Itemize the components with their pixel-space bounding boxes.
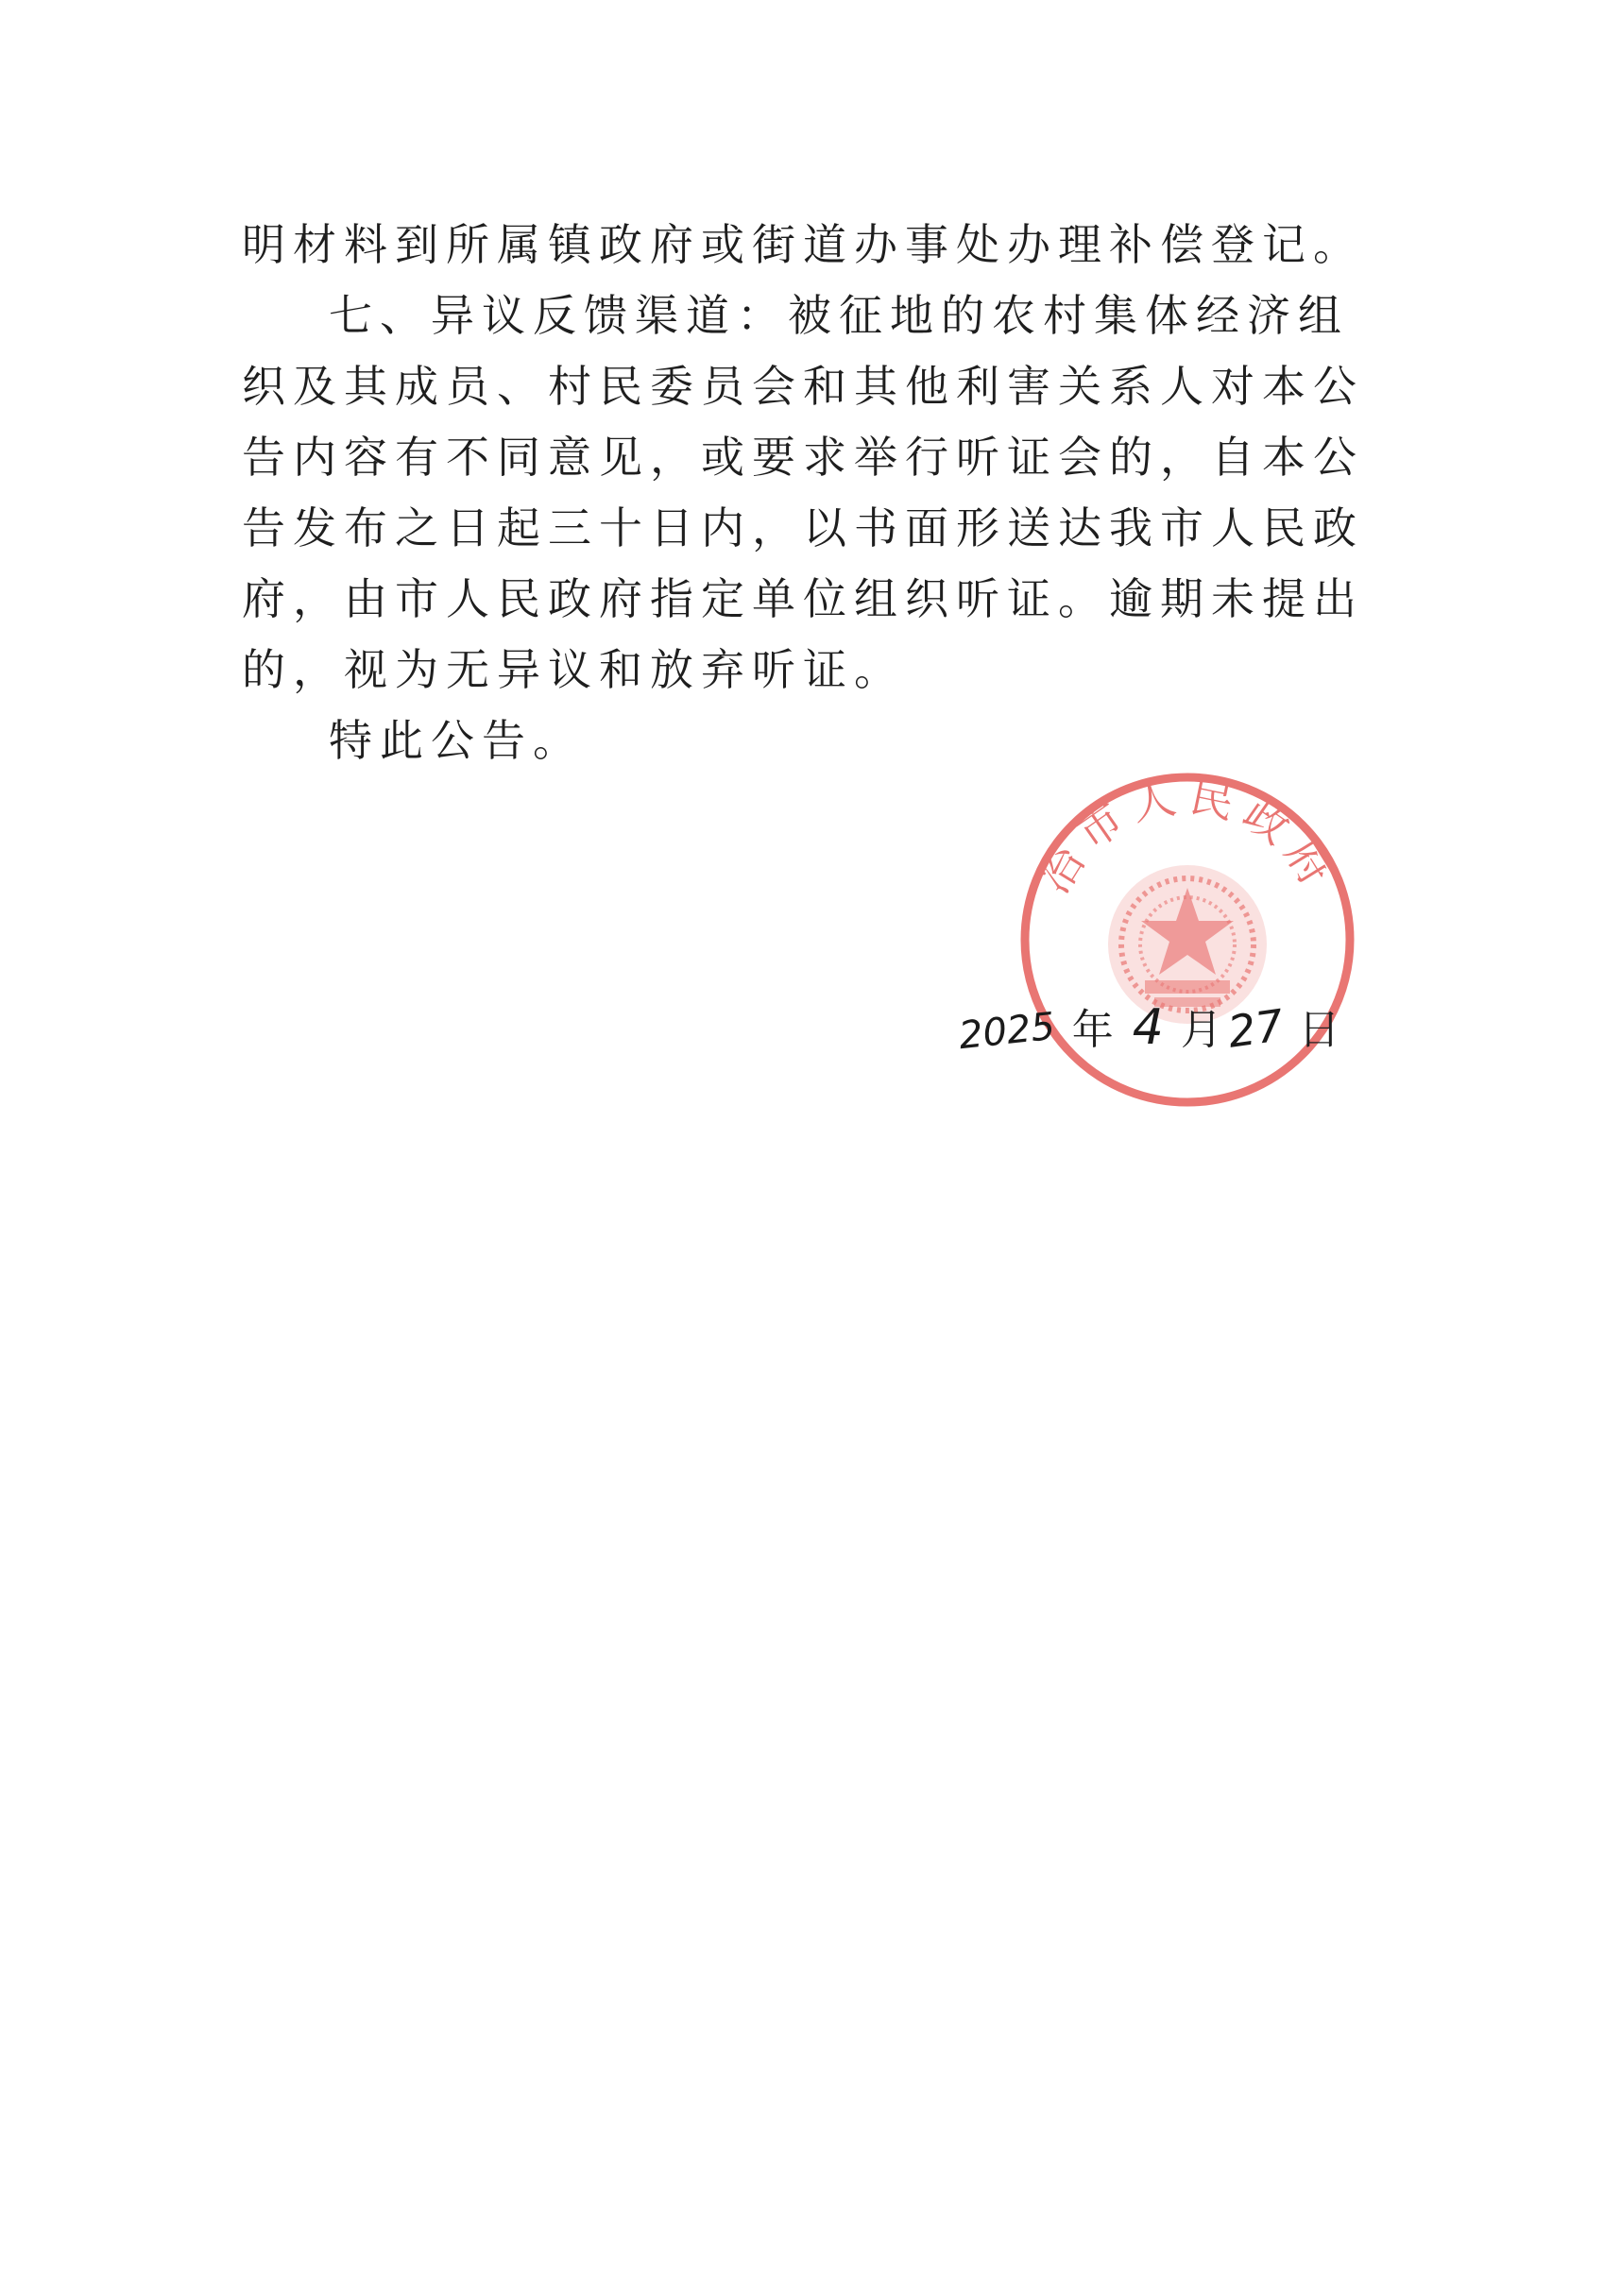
seal-text: 冶市人民政府 [1028, 770, 1347, 902]
notice-body [242, 210, 1375, 776]
paragraph-registration-end: 明材料到所属镇政府或街道办事处办理补偿登记。 [242, 219, 1364, 270]
date-month-handwritten: 4 [1132, 999, 1164, 1056]
date-year-handwritten: 2025 [956, 1004, 1057, 1059]
paragraph-closing: 特此公告。 [329, 715, 584, 766]
date-month-unit: 月 [1180, 1006, 1224, 1054]
date-year-unit: 年 [1071, 1006, 1116, 1054]
paragraph-objection-channel: 七、异议反馈渠道：被征地的农村集体经济组织及其成员、村民委员会和其他利害关系人对本公告内容有不同意见，或要求举行听证会的，自本公告发布之日起三十日内，以书面形送达我市人民政府，由市人民政府指定单位组织听证。逾期未提出的，视为无异议和放弃听证。 [242, 290, 1364, 695]
official-seal-stamp [1013, 765, 1362, 1114]
signing-date [956, 999, 1342, 1059]
date-day-unit: 日 [1298, 1006, 1342, 1054]
date-day-handwritten: 27 [1224, 999, 1287, 1058]
